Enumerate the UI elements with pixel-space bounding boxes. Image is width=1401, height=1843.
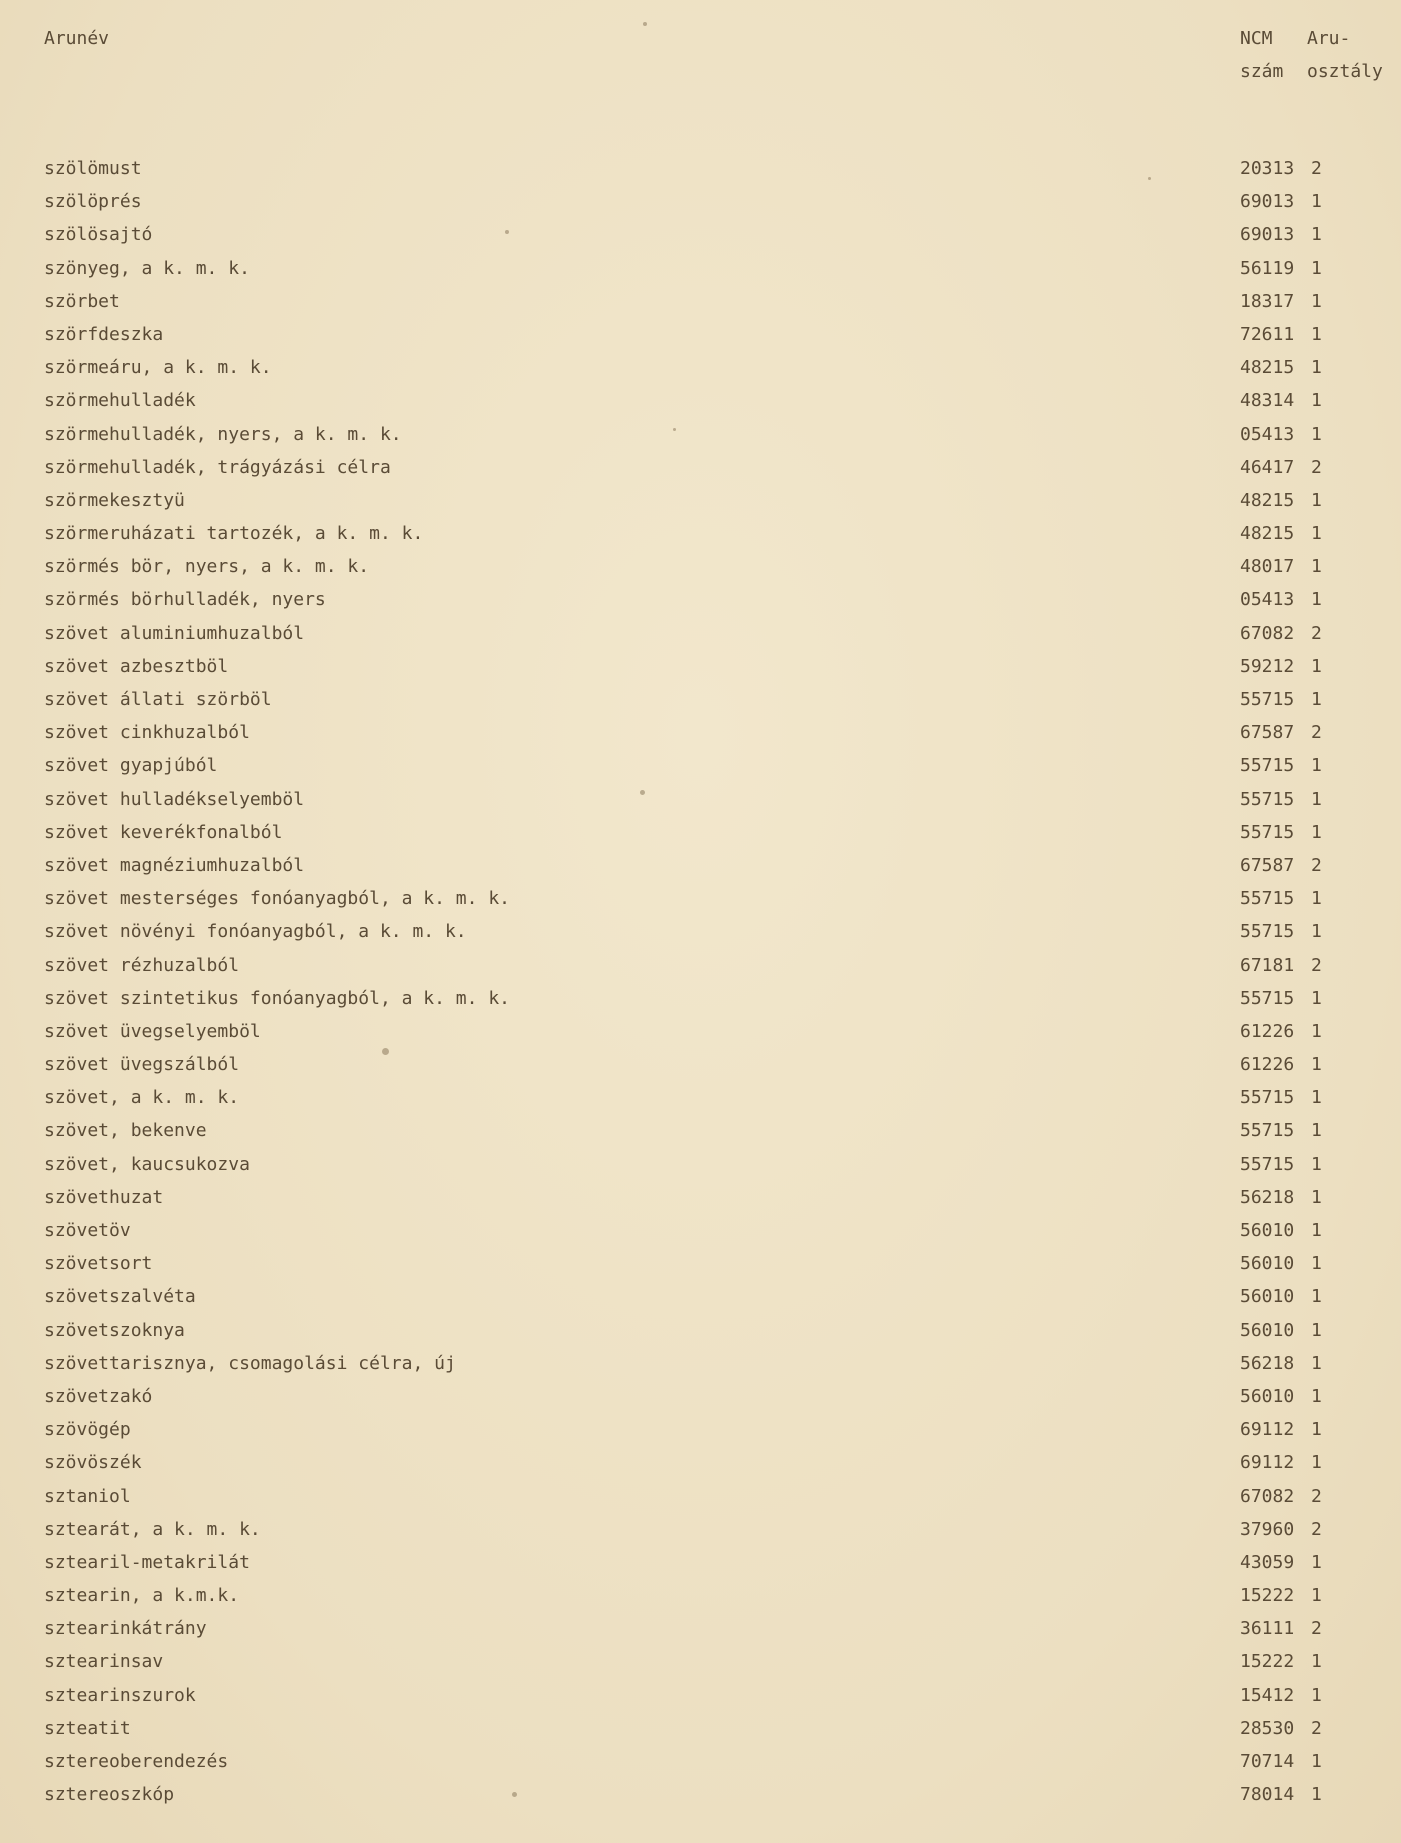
list-item bbox=[0, 218, 1401, 251]
commodity-class: 1 bbox=[1311, 755, 1322, 777]
commodity-class: 1 bbox=[1311, 1385, 1322, 1407]
commodity-name: sztearinsav bbox=[44, 1651, 164, 1673]
ncm-number: 43059 bbox=[1240, 1551, 1295, 1573]
commodity-name: szörmeáru, a k. m. k. bbox=[44, 357, 272, 379]
ncm-number: 55715 bbox=[1240, 755, 1295, 777]
commodity-name: sztereoszkóp bbox=[44, 1784, 175, 1806]
list-item bbox=[0, 384, 1401, 417]
commodity-class: 2 bbox=[1311, 1518, 1322, 1540]
ncm-number: 15412 bbox=[1240, 1684, 1295, 1706]
list-item bbox=[0, 982, 1401, 1015]
commodity-class: 1 bbox=[1311, 257, 1322, 279]
commodity-class: 1 bbox=[1311, 1220, 1322, 1241]
ncm-number: 67587 bbox=[1240, 722, 1295, 744]
commodity-class: 1 bbox=[1311, 788, 1322, 810]
commodity-class: 2 bbox=[1311, 1485, 1322, 1507]
commodity-name: szörmés bör, nyers, a k. m. k. bbox=[44, 556, 370, 578]
list-item bbox=[0, 1048, 1401, 1081]
commodity-class: 1 bbox=[1311, 523, 1322, 545]
column-header-ncm-line2: szám bbox=[1240, 61, 1284, 82]
commodity-name: sztereoberendezés bbox=[44, 1751, 229, 1772]
list-item bbox=[0, 1148, 1401, 1181]
commodity-class: 2 bbox=[1311, 456, 1322, 478]
commodity-class: 1 bbox=[1311, 1419, 1322, 1441]
commodity-name: szövethuzat bbox=[44, 1186, 164, 1208]
list-item bbox=[0, 1280, 1401, 1313]
commodity-class: 2 bbox=[1311, 1618, 1322, 1640]
paper-speck bbox=[673, 428, 676, 431]
list-item bbox=[0, 949, 1401, 982]
commodity-class: 1 bbox=[1311, 1153, 1322, 1175]
paper-speck bbox=[643, 22, 647, 26]
commodity-name: szövet, a k. m. k. bbox=[44, 1087, 240, 1109]
column-header-class-line1: Aru- bbox=[1307, 28, 1351, 49]
paper-speck bbox=[640, 790, 645, 795]
column-header-ncm-line1: NCM bbox=[1240, 28, 1273, 49]
commodity-class: 2 bbox=[1311, 158, 1322, 179]
list-item bbox=[0, 451, 1401, 484]
ncm-number: 55715 bbox=[1240, 1120, 1295, 1142]
ncm-number: 48215 bbox=[1240, 357, 1295, 379]
ncm-number: 56010 bbox=[1240, 1286, 1295, 1308]
commodity-name: szörmehulladék bbox=[44, 390, 196, 412]
paper-speck bbox=[1148, 177, 1151, 180]
commodity-name: szölömust bbox=[44, 158, 142, 179]
list-item bbox=[0, 318, 1401, 351]
ncm-number: 55715 bbox=[1240, 921, 1295, 943]
commodity-class: 1 bbox=[1311, 1684, 1322, 1706]
list-item bbox=[0, 816, 1401, 849]
ncm-number: 55715 bbox=[1240, 1087, 1295, 1109]
ncm-number: 56218 bbox=[1240, 1186, 1295, 1208]
list-item bbox=[0, 351, 1401, 384]
ncm-number: 69013 bbox=[1240, 224, 1295, 246]
commodity-class: 2 bbox=[1311, 954, 1322, 976]
list-item bbox=[0, 1446, 1401, 1479]
commodity-name: szövet, bekenve bbox=[44, 1120, 207, 1142]
commodity-name: szövetöv bbox=[44, 1220, 131, 1241]
list-item bbox=[0, 152, 1401, 185]
commodity-name: szövet szintetikus fonóanyagból, a k. m. k. bbox=[44, 987, 510, 1009]
commodity-class: 1 bbox=[1311, 1186, 1322, 1208]
commodity-list bbox=[0, 152, 1401, 1811]
ncm-number: 67082 bbox=[1240, 622, 1295, 644]
list-item bbox=[0, 1214, 1401, 1247]
list-item bbox=[0, 1679, 1401, 1712]
commodity-class: 1 bbox=[1311, 1352, 1322, 1374]
commodity-name: szövet keverékfonalból bbox=[44, 821, 283, 843]
commodity-name: szövetsort bbox=[44, 1253, 153, 1275]
commodity-name: szövet magnéziumhuzalból bbox=[44, 854, 305, 876]
list-item bbox=[0, 716, 1401, 749]
commodity-name: szövet hulladékselyemböl bbox=[44, 788, 305, 810]
list-item bbox=[0, 849, 1401, 882]
list-item bbox=[0, 550, 1401, 583]
commodity-class: 1 bbox=[1311, 556, 1322, 578]
ncm-number: 56010 bbox=[1240, 1253, 1295, 1275]
commodity-class: 1 bbox=[1311, 655, 1322, 677]
ncm-number: 56119 bbox=[1240, 257, 1295, 279]
commodity-class: 1 bbox=[1311, 224, 1322, 246]
commodity-name: szölösajtó bbox=[44, 224, 153, 246]
commodity-name: sztaniol bbox=[44, 1485, 131, 1507]
list-item bbox=[0, 185, 1401, 218]
commodity-name: szörmekesztyü bbox=[44, 489, 185, 511]
list-item bbox=[0, 1247, 1401, 1280]
commodity-class: 1 bbox=[1311, 423, 1322, 445]
ncm-number: 55715 bbox=[1240, 1153, 1295, 1175]
list-item bbox=[0, 915, 1401, 948]
ncm-number: 05413 bbox=[1240, 423, 1295, 445]
commodity-name: szövöszék bbox=[44, 1452, 142, 1474]
ncm-number: 28530 bbox=[1240, 1717, 1295, 1739]
commodity-name: szörbet bbox=[44, 290, 120, 312]
commodity-class: 1 bbox=[1311, 1751, 1322, 1772]
list-item bbox=[0, 683, 1401, 716]
commodity-class: 1 bbox=[1311, 1784, 1322, 1806]
list-item bbox=[0, 749, 1401, 782]
list-item bbox=[0, 1645, 1401, 1678]
list-item bbox=[0, 1380, 1401, 1413]
commodity-name: szövetszoknya bbox=[44, 1319, 185, 1341]
commodity-name: szörmehulladék, trágyázási célra bbox=[44, 456, 391, 478]
list-item bbox=[0, 1015, 1401, 1048]
commodity-class: 1 bbox=[1311, 1651, 1322, 1673]
ncm-number: 36111 bbox=[1240, 1618, 1295, 1640]
commodity-name: szörmés börhulladék, nyers bbox=[44, 589, 326, 611]
ncm-number: 59212 bbox=[1240, 655, 1295, 677]
ncm-number: 56010 bbox=[1240, 1319, 1295, 1341]
commodity-name: szövetzakó bbox=[44, 1385, 153, 1407]
list-item bbox=[0, 1480, 1401, 1513]
commodity-class: 1 bbox=[1311, 921, 1322, 943]
commodity-class: 1 bbox=[1311, 1452, 1322, 1474]
list-item bbox=[0, 1579, 1401, 1612]
list-item bbox=[0, 1314, 1401, 1347]
commodity-name: szövet gyapjúból bbox=[44, 755, 218, 777]
list-item bbox=[0, 285, 1401, 318]
commodity-class: 1 bbox=[1311, 1585, 1322, 1607]
list-item bbox=[0, 418, 1401, 451]
column-header-name: Arunév bbox=[44, 28, 110, 49]
commodity-name: sztearinkátrány bbox=[44, 1618, 207, 1640]
commodity-name: szövettarisznya, csomagolási célra, új bbox=[44, 1352, 456, 1374]
commodity-class: 1 bbox=[1311, 1020, 1322, 1042]
paper-speck bbox=[505, 230, 509, 234]
ncm-number: 48215 bbox=[1240, 523, 1295, 545]
ncm-number: 37960 bbox=[1240, 1518, 1295, 1540]
commodity-name: szövet azbesztböl bbox=[44, 655, 229, 677]
commodity-class: 1 bbox=[1311, 1319, 1322, 1341]
list-item bbox=[0, 882, 1401, 915]
ncm-number: 05413 bbox=[1240, 589, 1295, 611]
list-item bbox=[0, 252, 1401, 285]
ncm-number: 56218 bbox=[1240, 1352, 1295, 1374]
commodity-class: 1 bbox=[1311, 390, 1322, 412]
commodity-name: szövet üvegszálból bbox=[44, 1054, 240, 1076]
ncm-number: 78014 bbox=[1240, 1784, 1295, 1806]
commodity-class: 2 bbox=[1311, 622, 1322, 644]
ncm-number: 69112 bbox=[1240, 1452, 1295, 1474]
ncm-number: 55715 bbox=[1240, 788, 1295, 810]
commodity-name: szövet rézhuzalból bbox=[44, 954, 240, 976]
ncm-number: 67181 bbox=[1240, 954, 1295, 976]
commodity-name: szörmehulladék, nyers, a k. m. k. bbox=[44, 423, 402, 445]
ncm-number: 15222 bbox=[1240, 1651, 1295, 1673]
column-header-class-line2: osztály bbox=[1307, 61, 1383, 82]
list-item bbox=[0, 783, 1401, 816]
ncm-number: 61226 bbox=[1240, 1054, 1295, 1076]
commodity-name: sztearinszurok bbox=[44, 1684, 196, 1706]
ncm-number: 55715 bbox=[1240, 888, 1295, 910]
commodity-name: szövet üvegselyemböl bbox=[44, 1020, 261, 1042]
commodity-class: 2 bbox=[1311, 1717, 1322, 1739]
commodity-class: 1 bbox=[1311, 689, 1322, 710]
commodity-class: 1 bbox=[1311, 1087, 1322, 1109]
commodity-name: szölöprés bbox=[44, 191, 142, 213]
commodity-name: szönyeg, a k. m. k. bbox=[44, 257, 250, 279]
commodity-name: szövögép bbox=[44, 1419, 131, 1441]
commodity-class: 1 bbox=[1311, 1551, 1322, 1573]
ncm-number: 46417 bbox=[1240, 456, 1295, 478]
list-item bbox=[0, 517, 1401, 550]
list-item bbox=[0, 1181, 1401, 1214]
commodity-name: szteatit bbox=[44, 1717, 131, 1739]
list-item bbox=[0, 484, 1401, 517]
list-item bbox=[0, 1081, 1401, 1114]
paper-speck bbox=[382, 1048, 389, 1055]
commodity-name: szövetszalvéta bbox=[44, 1286, 196, 1308]
ncm-number: 56010 bbox=[1240, 1385, 1295, 1407]
list-item bbox=[0, 1546, 1401, 1579]
ncm-number: 18317 bbox=[1240, 290, 1295, 312]
commodity-name: sztearil-metakrilát bbox=[44, 1551, 250, 1573]
ncm-number: 61226 bbox=[1240, 1020, 1295, 1042]
list-item bbox=[0, 1778, 1401, 1811]
list-item bbox=[0, 1612, 1401, 1645]
ncm-number: 55715 bbox=[1240, 987, 1295, 1009]
commodity-name: szörmeruházati tartozék, a k. m. k. bbox=[44, 523, 424, 545]
commodity-class: 1 bbox=[1311, 323, 1322, 345]
ncm-number: 15222 bbox=[1240, 1585, 1295, 1607]
list-item bbox=[0, 650, 1401, 683]
list-item bbox=[0, 617, 1401, 650]
commodity-name: szövet állati szörböl bbox=[44, 689, 272, 710]
commodity-class: 1 bbox=[1311, 191, 1322, 213]
commodity-name: szövet, kaucsukozva bbox=[44, 1153, 250, 1175]
commodity-class: 1 bbox=[1311, 357, 1322, 379]
commodity-class: 2 bbox=[1311, 854, 1322, 876]
ncm-number: 56010 bbox=[1240, 1220, 1295, 1241]
commodity-class: 1 bbox=[1311, 888, 1322, 910]
commodity-class: 1 bbox=[1311, 1253, 1322, 1275]
ncm-number: 67587 bbox=[1240, 854, 1295, 876]
list-item bbox=[0, 583, 1401, 616]
ncm-number: 69013 bbox=[1240, 191, 1295, 213]
ncm-number: 48314 bbox=[1240, 390, 1295, 412]
commodity-class: 1 bbox=[1311, 489, 1322, 511]
list-item bbox=[0, 1347, 1401, 1380]
commodity-class: 1 bbox=[1311, 1120, 1322, 1142]
commodity-class: 1 bbox=[1311, 290, 1322, 312]
ncm-number: 48215 bbox=[1240, 489, 1295, 511]
commodity-name: szövet növényi fonóanyagból, a k. m. k. bbox=[44, 921, 467, 943]
ncm-number: 55715 bbox=[1240, 821, 1295, 843]
ncm-number: 69112 bbox=[1240, 1419, 1295, 1441]
paper-speck bbox=[512, 1792, 517, 1797]
commodity-class: 1 bbox=[1311, 821, 1322, 843]
commodity-name: szövet mesterséges fonóanyagból, a k. m. k. bbox=[44, 888, 510, 910]
commodity-class: 1 bbox=[1311, 589, 1322, 611]
ncm-number: 70714 bbox=[1240, 1751, 1295, 1772]
list-item bbox=[0, 1513, 1401, 1546]
list-item bbox=[0, 1114, 1401, 1147]
commodity-name: sztearát, a k. m. k. bbox=[44, 1518, 261, 1540]
ncm-number: 48017 bbox=[1240, 556, 1295, 578]
ncm-number: 72611 bbox=[1240, 323, 1295, 345]
commodity-class: 1 bbox=[1311, 1054, 1322, 1076]
ncm-number: 20313 bbox=[1240, 158, 1295, 179]
commodity-class: 1 bbox=[1311, 987, 1322, 1009]
ncm-number: 55715 bbox=[1240, 689, 1295, 710]
ncm-number: 67082 bbox=[1240, 1485, 1295, 1507]
commodity-name: szövet aluminiumhuzalból bbox=[44, 622, 305, 644]
list-item bbox=[0, 1413, 1401, 1446]
commodity-class: 1 bbox=[1311, 1286, 1322, 1308]
commodity-name: sztearin, a k.m.k. bbox=[44, 1585, 240, 1607]
commodity-name: szövet cinkhuzalból bbox=[44, 722, 250, 744]
commodity-class: 2 bbox=[1311, 722, 1322, 744]
list-item bbox=[0, 1712, 1401, 1745]
commodity-name: szörfdeszka bbox=[44, 323, 164, 345]
list-item bbox=[0, 1745, 1401, 1778]
